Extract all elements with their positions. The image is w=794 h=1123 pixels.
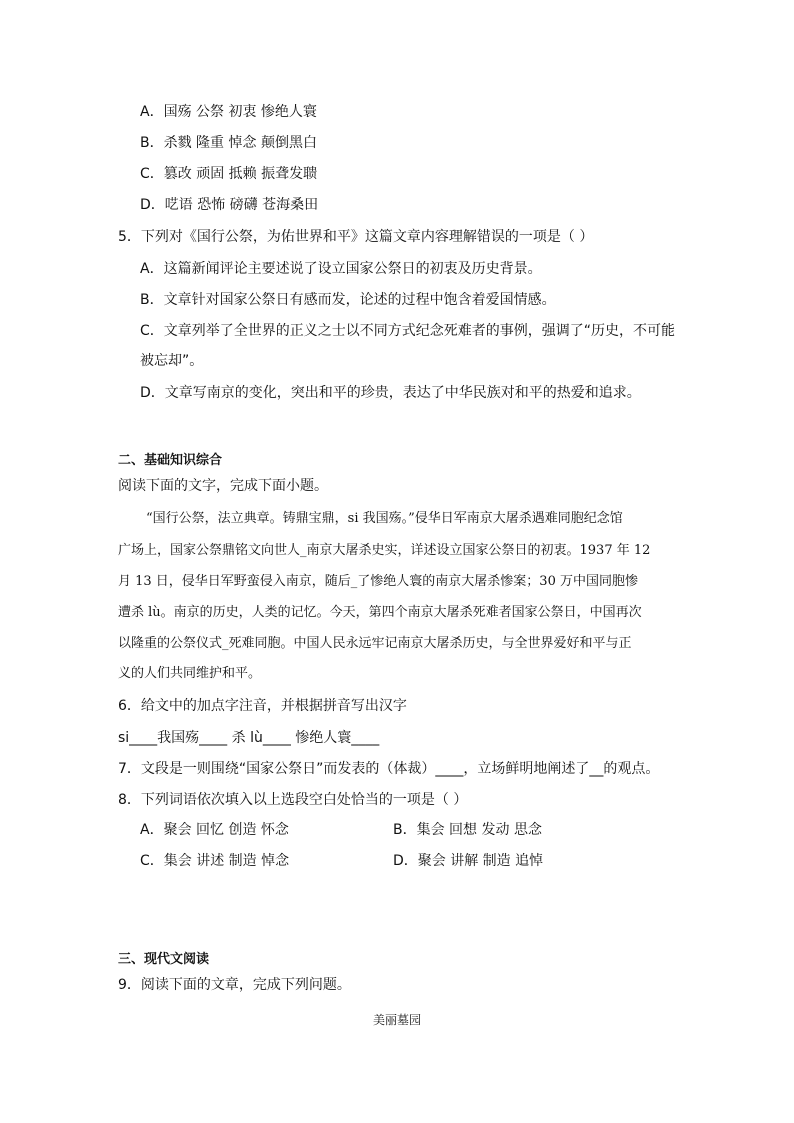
section-2-intro: 阅读下面的文字，完成下面小题。 [118,478,328,494]
q5-option-c: C．文章列举了全世界的正义之士以不同方式纪念死难者的事例，强调了“历史，不可能 [140,323,676,339]
q4-option-d: D．呓语 恐怖 磅礴 苍海桑田 [140,197,319,213]
passage-line-4: 遭杀 lù。南京的历史，人类的记忆。今天，第四个南京大屠杀死难者国家公祭日，中国再次 [118,605,642,620]
q4-option-b: B．杀戮 隆重 悼念 颠倒黑白 [140,135,317,151]
passage-line-2: 广场上，国家公祭鼎铭文向世人_南京大屠杀史实，详述设立国家公祭日的初衷。1937 年 12 [118,543,651,558]
q5-option-b: B．文章针对国家公祭日有感而发，论述的过程中饱含着爱国情感。 [140,292,556,308]
q4-option-c: C．篡改 顽固 抵赖 振聋发聩 [140,166,318,182]
q6-stem: 6．给文中的加点字注音，并根据拼音写出汉字 [118,698,407,714]
passage-line-6: 义的人们共同维护和平。 [118,666,262,681]
q9-stem: 9．阅读下面的文章，完成下列问题。 [118,977,351,993]
q6-blanks: si____我国殇____ 杀 lù____ 惨绝人寰____ [118,730,380,746]
article-title: 美丽墓园 [372,1013,421,1027]
q7-stem: 7．文段是一则围绕“国家公祭日”而发表的（体裁）____，立场鲜明地阐述了__的观点。 [118,761,660,777]
passage-line-1: “国行公祭，法立典章。铸鼎宝鼎，si 我国殇。”侵华日军南京大屠杀遇难同胞纪念馆 [146,511,623,526]
q5-option-d: D．文章写南京的变化，突出和平的珍贵，表达了中华民族对和平的热爱和追求。 [140,385,641,401]
q8-option-c: C．集会 讲述 制造 悼念 [140,853,290,869]
q8-option-a: A．聚会 回忆 创造 怀念 [140,822,289,838]
q5-option-c-continued: 被忘却”。 [140,353,204,369]
section-3-heading: 三、现代文阅读 [118,952,210,967]
passage-line-3: 月 13 日，侵华日军野蛮侵入南京，随后_了惨绝人寰的南京大屠杀惨案；30 万中国同胞惨 [118,574,638,589]
passage-line-5: 以隆重的公祭仪式_死难同胞。中国人民永远牢记南京大屠杀历史，与全世界爱好和平与正 [118,636,632,651]
q5-stem: 5．下列对《国行公祭，为佑世界和平》这篇文章内容理解错误的一项是（ ） [118,229,594,245]
section-2-heading: 二、基础知识综合 [118,453,223,468]
q4-option-a: A．国殇 公祭 初衷 惨绝人寰 [140,104,317,120]
q5-option-a: A．这篇新闻评论主要述说了设立国家公祭日的初衷及历史背景。 [140,261,542,277]
q8-stem: 8．下列词语依次填入以上选段空白处恰当的一项是（ ） [118,792,468,808]
q8-option-d: D．聚会 讲解 制造 追悼 [393,853,544,869]
q8-option-b: B．集会 回想 发动 思念 [393,822,542,838]
